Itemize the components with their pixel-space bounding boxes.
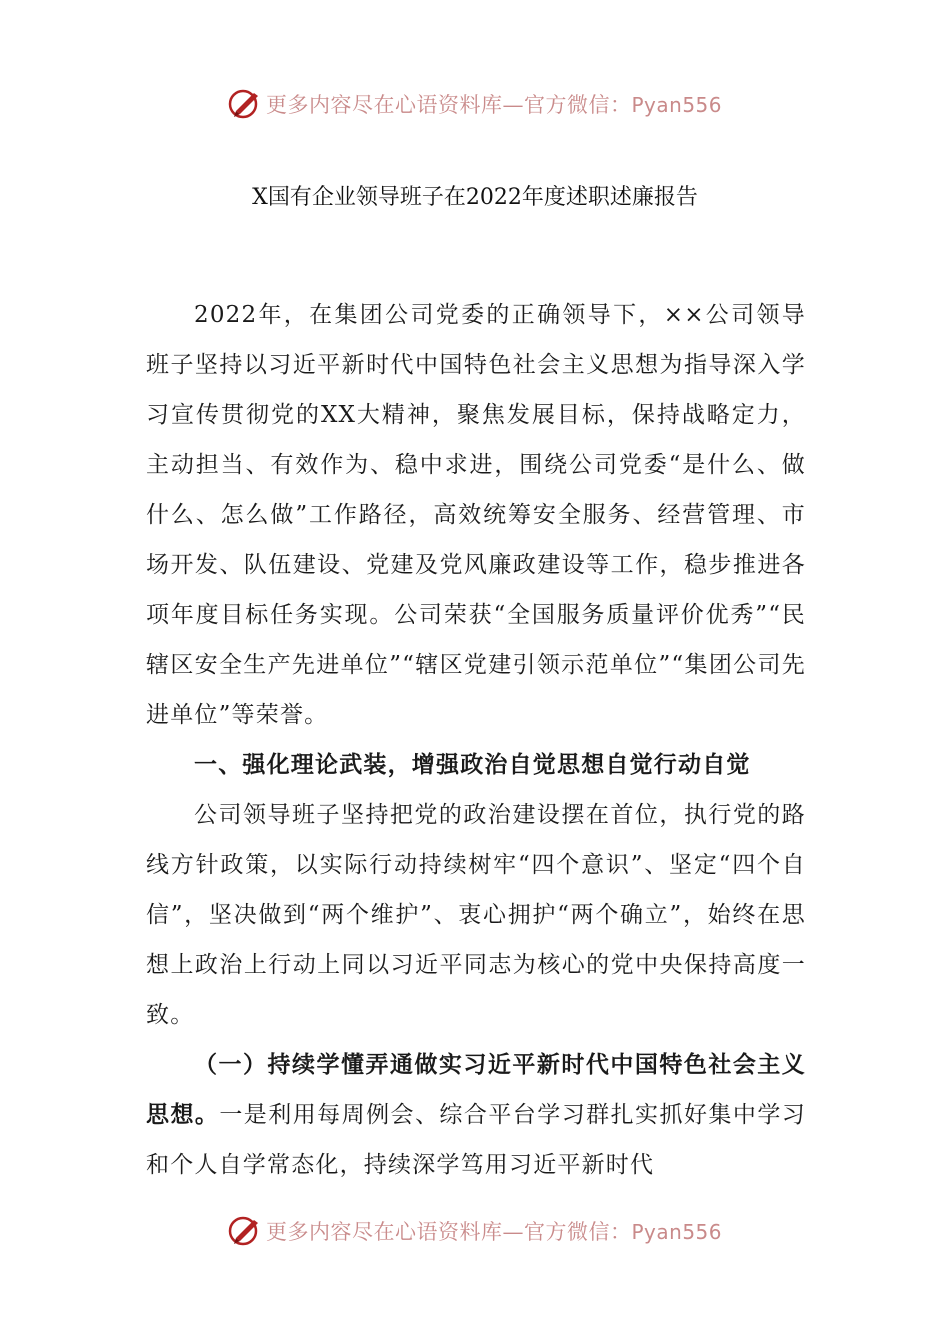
watermark-footer bbox=[0, 1211, 950, 1251]
document-title: X国有企业领导班子在2022年度述职述廉报告 bbox=[252, 185, 698, 210]
pen-logo-icon bbox=[228, 87, 262, 121]
watermark-wechat-id: Pyan556 bbox=[631, 1220, 722, 1244]
intro-paragraph: 2022年，在集团公司党委的正确领导下，××公司领导班子坚持以习近平新时代中国特色社会主义思想为指导深入学习宣传贯彻党的XX大精神，聚焦发展目标，保持战略定力，主动担当、有效作为、稳中求进，围绕公司党委“是什么、做什么、怎么做”工作路径，高效统筹安全服务、经营管理、市场开发、队伍建设、党建及党风廉政建设等工作，稳步推进各项年度目标任务实现。公司荣获“全国服务质量评价优秀”“民辖区安全生产先进单位”“辖区党建引领示范单位”“集团公司先进单位”等荣誉。 bbox=[146, 302, 806, 728]
subsection-1-heading: （一）持续学懂弄通做实习近平新时代中国特色社会主义思想。 bbox=[146, 1051, 806, 1128]
subsection-1-paragraph bbox=[146, 1040, 806, 1190]
pen-logo-icon bbox=[228, 1214, 262, 1248]
document-body bbox=[146, 290, 806, 1190]
subsection-1-body: 一是利用每周例会、综合平台学习群扎实抓好集中学习和个人自学常态化，持续深学笃用习近平新时代 bbox=[146, 1102, 806, 1178]
watermark-header bbox=[0, 84, 950, 124]
section-1-paragraph: 公司领导班子坚持把党的政治建设摆在首位，执行党的路线方针政策，以实际行动持续树牢“四个意识”、坚定“四个自信”，坚决做到“两个维护”、衷心拥护“两个确立”，始终在思想上政治上行动上同以习近平同志为核心的党中央保持高度一致。 bbox=[146, 802, 806, 1028]
section-1-heading: 一、强化理论武装，增强政治自觉思想自觉行动自觉 bbox=[194, 751, 751, 778]
watermark-wechat-id: Pyan556 bbox=[631, 93, 722, 117]
watermark-text: 更多内容尽在心语资料库—官方微信：Pyan556 bbox=[265, 1220, 722, 1244]
watermark-text: 更多内容尽在心语资料库—官方微信：Pyan556 bbox=[265, 93, 722, 117]
